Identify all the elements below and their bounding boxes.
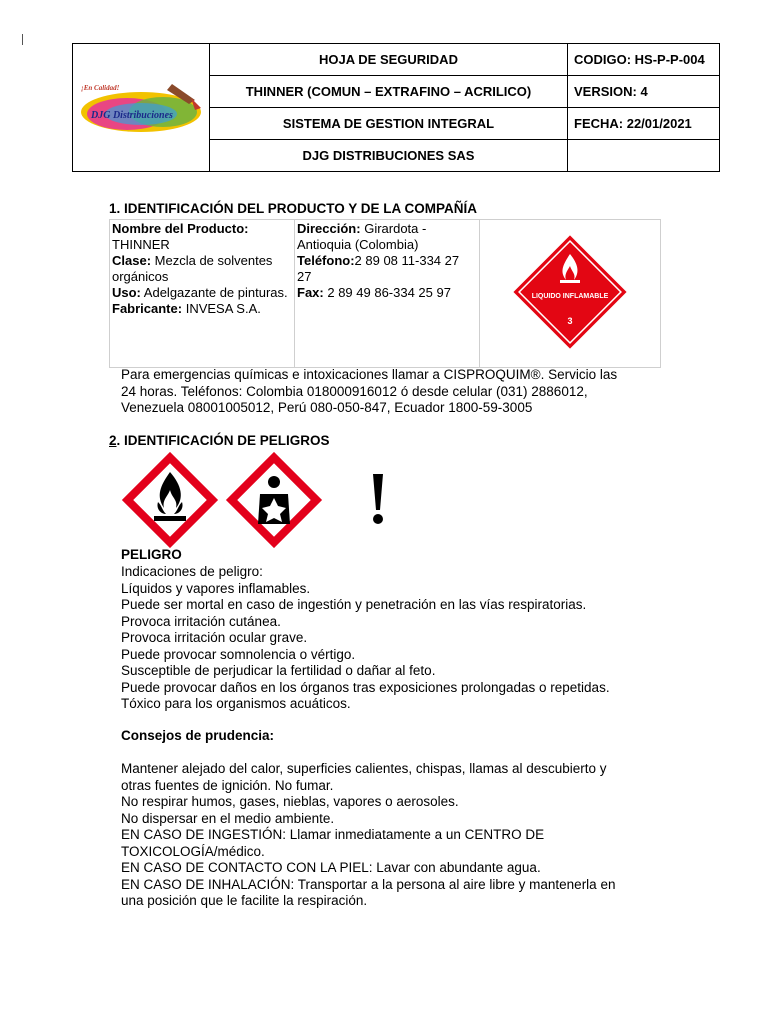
ghs-pictograms — [122, 452, 402, 548]
header-date: FECHA: 22/01/2021 — [568, 108, 720, 140]
flammable-liquid-placard-icon — [510, 232, 630, 352]
logo-cell — [73, 44, 210, 172]
hazard-line: Provoca irritación cutánea. — [121, 613, 281, 629]
header-title: HOJA DE SEGURIDAD — [210, 44, 568, 76]
text-cursor-mark — [22, 34, 23, 45]
header-empty-cell — [568, 140, 720, 172]
hazard-statements — [121, 564, 610, 713]
prudence-statements — [121, 761, 615, 910]
prudence-title: Consejos de prudencia: — [121, 728, 275, 743]
emergency-line: Venezuela 08001005012, Perú 080-050-847, Ecuador 1800-59-3005 — [121, 400, 533, 415]
fabricante-label: Fabricante: — [112, 301, 183, 316]
hazard-line: Susceptible de perjudicar la fertilidad o dañar al feto. — [121, 663, 436, 678]
clase-value: Mezcla de solventes orgánicos — [112, 253, 273, 284]
header-version: VERSION: 4 — [568, 76, 720, 108]
hazard-line: Puede provocar somnolencia o vértigo. — [121, 646, 356, 662]
prudence-line: TOXICOLOGÍA/médico. — [121, 843, 265, 859]
hazard-line: Indicaciones de peligro: — [121, 564, 263, 579]
prudence-line: otras fuentes de ignición. No fumar. — [121, 777, 334, 793]
placard-cell — [480, 220, 661, 368]
section2-title — [109, 433, 330, 448]
hazard-line: Tóxico para los organismos acuáticos. — [121, 696, 351, 711]
prudence-line: EN CASO DE INGESTIÓN: Llamar inmediatamente a un CENTRO DE — [121, 827, 545, 842]
emergency-info — [121, 367, 617, 417]
section1-title: 1. IDENTIFICACIÓN DEL PRODUCTO Y DE LA COMPAÑÍA — [109, 201, 478, 216]
hazard-line: Puede provocar daños en los órganos tras exposiciones prolongadas o repetidas. — [121, 679, 610, 695]
hazard-line: Líquidos y vapores inflamables. — [121, 580, 311, 596]
placard-label: LIQUIDO INFLAMABLE — [531, 292, 609, 300]
ghs-health-hazard-icon — [232, 458, 317, 543]
telefono-label: Teléfono: — [297, 253, 355, 268]
company-logo — [77, 78, 205, 138]
header-system: SISTEMA DE GESTION INTEGRAL — [210, 108, 568, 140]
fabricante-value: INVESA S.A. — [185, 301, 261, 316]
company-contact-cell — [295, 220, 480, 368]
document-header-table — [72, 43, 720, 172]
signal-word: PELIGRO — [121, 547, 182, 562]
direccion-label: Dirección: — [297, 221, 361, 236]
emergency-line: Para emergencias químicas e intoxicaciones llamar a CISPROQUIM®. Servicio las — [121, 367, 618, 382]
hazard-line: Provoca irritación ocular grave. — [121, 630, 308, 645]
prudence-line: No dispersar en el medio ambiente. — [121, 810, 335, 826]
telefono-value: 2 89 08 11-334 27 27 — [297, 253, 460, 284]
ghs-flame-icon — [128, 458, 213, 543]
logo-tagline: ¡En Calidad! — [81, 83, 120, 92]
hazard-line: Puede ser mortal en caso de ingestión y penetración en las vías respiratorias. — [121, 597, 587, 612]
ghs-exclamation-icon — [373, 452, 402, 524]
prudence-line: EN CASO DE INHALACIÓN: Transportar a la persona al aire libre y mantenerla en — [121, 876, 616, 892]
logo-wordmark: DJG Distribuciones — [91, 109, 173, 121]
header-product: THINNER (COMUN – EXTRAFINO – ACRILICO) — [210, 76, 568, 108]
header-code: CODIGO: HS-P-P-004 — [568, 44, 720, 76]
uso-value: Adelgazante de pinturas. — [143, 285, 288, 300]
prudence-line: No respirar humos, gases, nieblas, vapores o aerosoles. — [121, 794, 459, 809]
product-info-cell — [110, 220, 295, 368]
product-name-label: Nombre del Producto: — [112, 221, 249, 236]
fax-value: 2 89 49 86-334 25 97 — [327, 285, 451, 300]
clase-label: Clase: — [112, 253, 152, 268]
prudence-line: Mantener alejado del calor, superficies calientes, chispas, llamas al descubierto y — [121, 761, 607, 776]
emergency-line: 24 horas. Teléfonos: Colombia 018000916012 ó desde celular (031) 2886012, — [121, 383, 588, 399]
section2-number: 2 — [109, 433, 117, 448]
section2-title-text: . IDENTIFICACIÓN DE PELIGROS — [116, 433, 330, 448]
prudence-line: EN CASO DE CONTACTO CON LA PIEL: Lavar con abundante agua. — [121, 860, 541, 875]
placard-class-number: 3 — [567, 315, 573, 326]
product-identification-table — [109, 219, 661, 368]
prudence-line: una posición que le facilite la respiración. — [121, 893, 368, 908]
direccion-value: Girardota - Antioquia (Colombia) — [297, 221, 427, 252]
fax-label: Fax: — [297, 285, 324, 300]
uso-label: Uso: — [112, 285, 141, 300]
product-name-value: THINNER — [112, 237, 170, 252]
header-company: DJG DISTRIBUCIONES SAS — [210, 140, 568, 172]
